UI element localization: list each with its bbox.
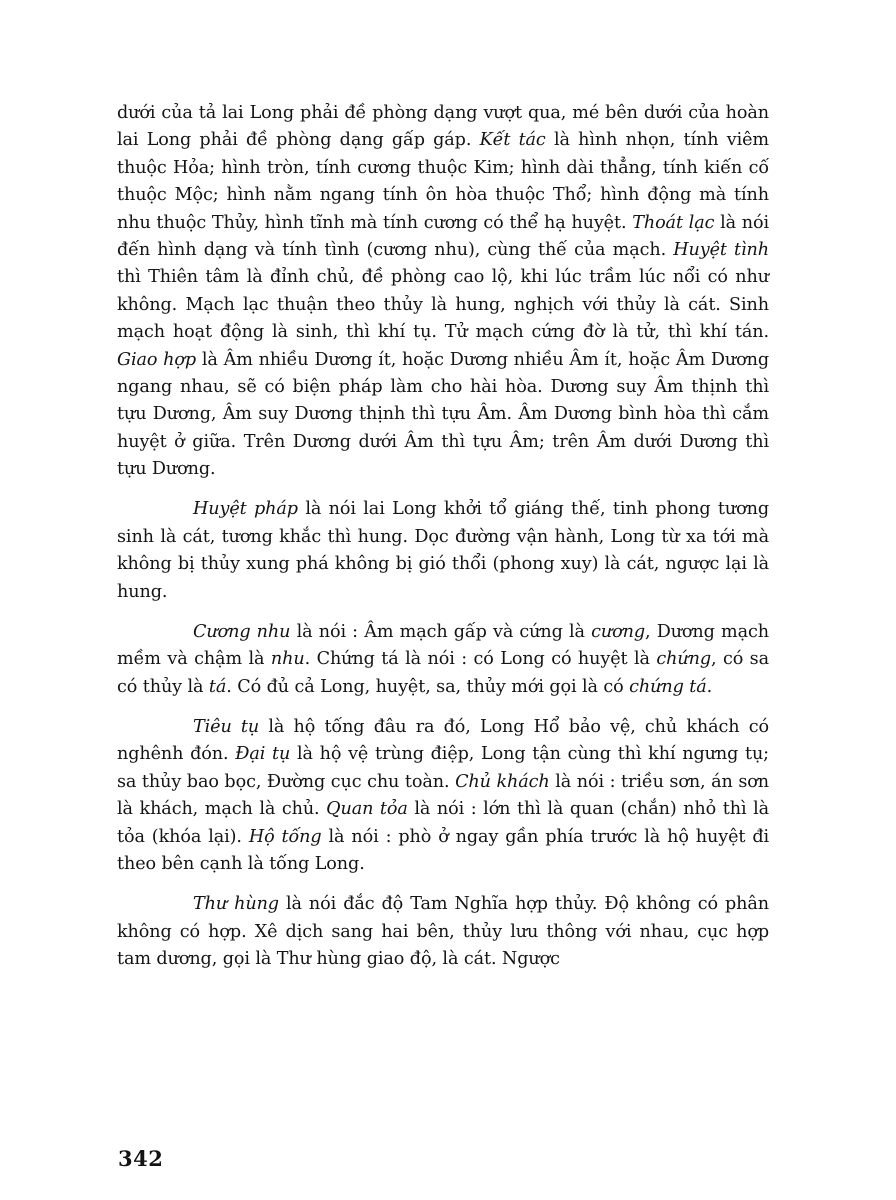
text-run: là hộ tống đâu ra đó, Long Hổ bảo vệ, chủ khách có nghênh đón. [117, 716, 769, 765]
text-run: , Dương mạch mềm và chậm là [117, 621, 769, 670]
italic-term: Kết tác [479, 130, 546, 151]
body-text [117, 100, 769, 986]
italic-term: Cương nhu [193, 621, 291, 642]
page-number: 342 [118, 1146, 164, 1171]
text-run: là nói : phò ở ngay gần phía trước là hộ huyệt đi theo bên cạnh là tống Long. [117, 826, 770, 874]
italic-term: Giao hợp [117, 349, 197, 370]
text-run: là nói : Âm mạch gấp và cứng là [290, 621, 592, 642]
italic-term: Thư hùng [193, 894, 279, 915]
text-run: là nói : lớn thì là quan (chắn) nhỏ thì là tỏa (khóa lại). [117, 799, 769, 847]
text-run: thì Thiên tâm là đỉnh chủ, đề phòng cao lộ, khi lúc trầm lúc nổi có như không. Mạch lạc thuận theo thủy là hung, nghịch với thủy là cát. Sinh mạch hoạt động là sinh, thì khí tụ. Tử mạch cứng đờ là tử, thì khí tán. [117, 267, 769, 343]
italic-term: nhu [270, 649, 305, 670]
text-run: , có sa có thủy là [117, 649, 769, 697]
text-run: là nói : triều sơn, án sơn là khách, mạch là chủ. [117, 771, 770, 820]
paragraph [117, 496, 769, 606]
italic-term: Đại tụ [235, 744, 291, 765]
italic-term: cương [591, 621, 645, 642]
text-run: là Âm nhiều Dương ít, hoặc Dương nhiều Âm ít, hoặc Âm Dương ngang nhau, sẽ có biện pháp làm cho hài hòa. Dương suy Âm thịnh thì tựu Dương, Âm suy Dương thịnh thì tựu Âm. Âm Dương bình hòa thì cắm huyệt ở giữa. Trên Dương dưới Âm thì tựu Âm; trên Âm dưới Dương thì tựu Dương. [117, 349, 769, 480]
italic-term: Thoát lạc [632, 212, 715, 233]
text-run: . [706, 676, 713, 697]
italic-term: chứng [656, 649, 711, 670]
text-run: là hình nhọn, tính viêm thuộc Hỏa; hình tròn, tính cương thuộc Kim; hình dài thẳng, tính kiến cố thuộc Mộc; hình nằm ngang tính ôn hòa thuộc Thổ; hình động mà tính nhu thuộc Thủy, hình tĩnh mà tính cương có thể hạ huyệt. [117, 130, 769, 233]
italic-term: Chủ khách [455, 771, 550, 792]
paragraph [117, 891, 769, 973]
text-run: . Có đủ cả Long, huyệt, sa, thủy mới gọi là có [226, 676, 630, 697]
italic-term: Huyệt pháp [193, 499, 298, 520]
text-run: . Chứng tá là nói : có Long có huyệt là [304, 649, 657, 670]
italic-term: tá [208, 676, 227, 697]
italic-term: Hộ tống [248, 826, 322, 847]
italic-term: Quan tỏa [326, 799, 408, 820]
text-run: là nói đến hình dạng và tính tình (cương nhu), cùng thế của mạch. [117, 212, 769, 261]
text-run: là nói đắc độ Tam Nghĩa hợp thủy. Độ không có phân không có hợp. Xê dịch sang hai bên, thủy lưu thông với nhau, cục hợp tam dương, gọi là Thư hùng giao độ, là cát. Ngược [117, 894, 769, 969]
italic-term: chứng tá [629, 676, 707, 697]
text-run: là hộ vệ trùng điệp, Long tận cùng thì khí ngưng tụ; sa thủy bao bọc, Đường cục chu toàn. [117, 744, 770, 792]
paragraph [117, 619, 769, 701]
text-run: dưới của tả lai Long phải đề phòng dạng vượt qua, mé bên dưới của hoàn lai Long phải đề phòng dạng gấp gáp. [117, 103, 769, 151]
italic-term: Huyệt tình [673, 240, 769, 261]
paragraph [117, 714, 769, 878]
paragraph [117, 100, 769, 484]
text-run: là nói lai Long khởi tổ giáng thế, tinh phong tương sinh là cát, tương khắc thì hung. Dọc đường vận hành, Long từ xa tới mà không bị thủy xung phá không bị gió thổi (phong xuy) là cát, ngược lại là hung. [117, 499, 769, 602]
italic-term: Tiêu tụ [193, 716, 260, 737]
